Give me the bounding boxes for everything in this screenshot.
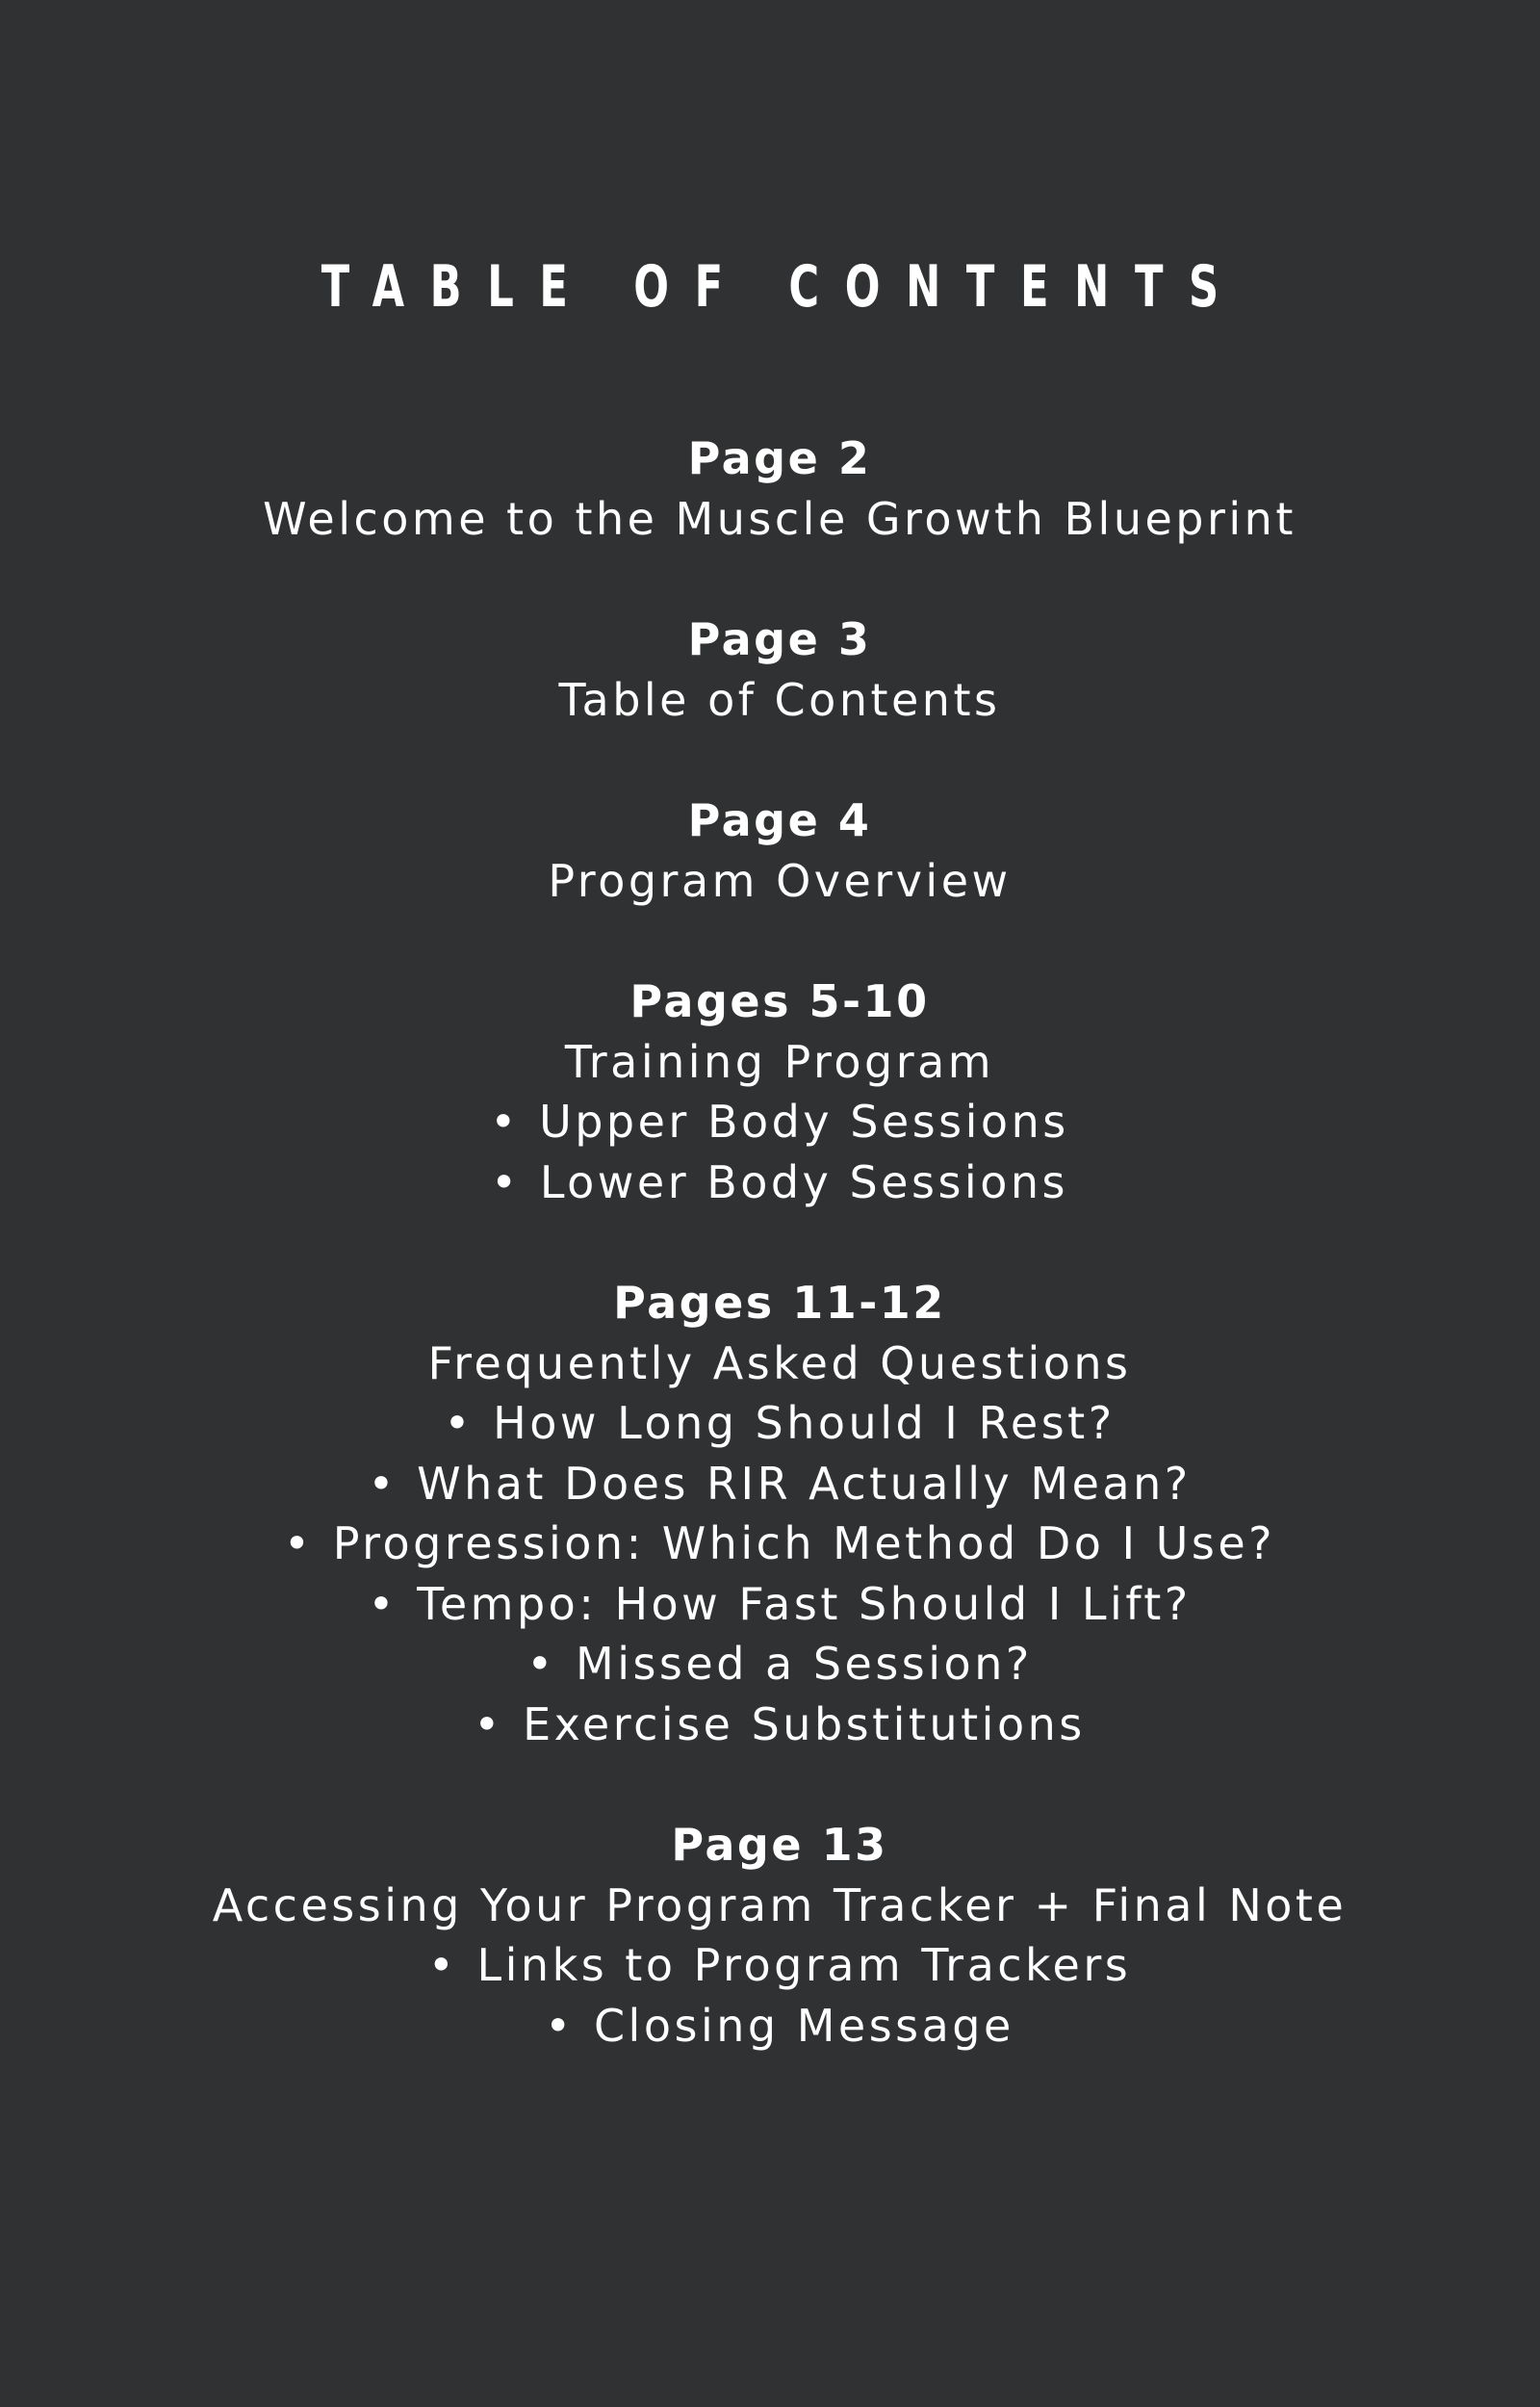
section-heading: Page 4 bbox=[687, 794, 872, 846]
bullet-text: Lower Body Sessions bbox=[539, 1155, 1068, 1208]
section-heading: Pages 11-12 bbox=[613, 1277, 946, 1329]
toc-section-page-13 bbox=[0, 1815, 1540, 2056]
bullet-icon: • bbox=[368, 1457, 398, 1510]
section-title: Welcome to the Muscle Growth Blueprint bbox=[263, 492, 1296, 545]
bullet-icon: • bbox=[474, 1697, 503, 1750]
section-heading: Pages 5-10 bbox=[629, 975, 930, 1027]
bullet-text: Progression: Which Method Do I Use? bbox=[332, 1517, 1276, 1569]
bullet-text: Tempo: How Fast Should I Lift? bbox=[417, 1577, 1192, 1630]
toc-section-pages-5-10 bbox=[0, 971, 1540, 1212]
bullet-item bbox=[0, 1695, 1540, 1755]
bullet-item bbox=[0, 1574, 1540, 1635]
bullet-text: What Does RIR Actually Mean? bbox=[417, 1457, 1192, 1510]
bullet-item bbox=[0, 1454, 1540, 1514]
bullet-icon: • bbox=[444, 1397, 475, 1449]
bullet-icon: • bbox=[283, 1517, 314, 1569]
bullet-icon: • bbox=[526, 1638, 556, 1690]
bullet-icon: • bbox=[491, 1155, 521, 1208]
section-heading: Page 13 bbox=[671, 1819, 888, 1871]
bullet-item bbox=[0, 1092, 1540, 1152]
toc-section-page-3 bbox=[0, 609, 1540, 730]
bullet-text: Links to Program Trackers bbox=[476, 1939, 1132, 1991]
page-title: TABLE OF CONTENTS bbox=[321, 253, 1245, 321]
bullet-item bbox=[0, 1152, 1540, 1213]
toc-section-page-4 bbox=[0, 790, 1540, 911]
section-title: Program Overview bbox=[548, 854, 1012, 907]
bullet-item bbox=[0, 1935, 1540, 1996]
bullet-item bbox=[0, 1393, 1540, 1454]
bullet-item bbox=[0, 1996, 1540, 2057]
section-title: Frequently Asked Questions bbox=[427, 1336, 1132, 1389]
section-title: Training Program bbox=[564, 1035, 995, 1088]
bullet-icon: • bbox=[368, 1577, 398, 1630]
section-title: Table of Contents bbox=[558, 673, 1001, 726]
section-heading: Page 3 bbox=[687, 613, 872, 665]
bullet-icon: • bbox=[427, 1939, 458, 1991]
section-heading: Page 2 bbox=[687, 432, 872, 484]
bullet-icon: • bbox=[545, 1999, 575, 2052]
bullet-text: How Long Should I Rest? bbox=[493, 1397, 1116, 1449]
bullet-text: Exercise Substitutions bbox=[523, 1697, 1086, 1750]
bullet-item bbox=[0, 1634, 1540, 1695]
toc-sections bbox=[0, 428, 1540, 2116]
toc-section-page-2 bbox=[0, 428, 1540, 549]
bullet-icon: • bbox=[490, 1096, 520, 1148]
bullet-text: Closing Message bbox=[593, 1999, 1014, 2052]
bullet-item bbox=[0, 1514, 1540, 1574]
section-title: Accessing Your Program Tracker + Final Note bbox=[212, 1878, 1348, 1931]
toc-section-pages-11-12 bbox=[0, 1273, 1540, 1754]
bullet-text: Upper Body Sessions bbox=[539, 1096, 1069, 1148]
bullet-text: Missed a Session? bbox=[576, 1638, 1033, 1690]
